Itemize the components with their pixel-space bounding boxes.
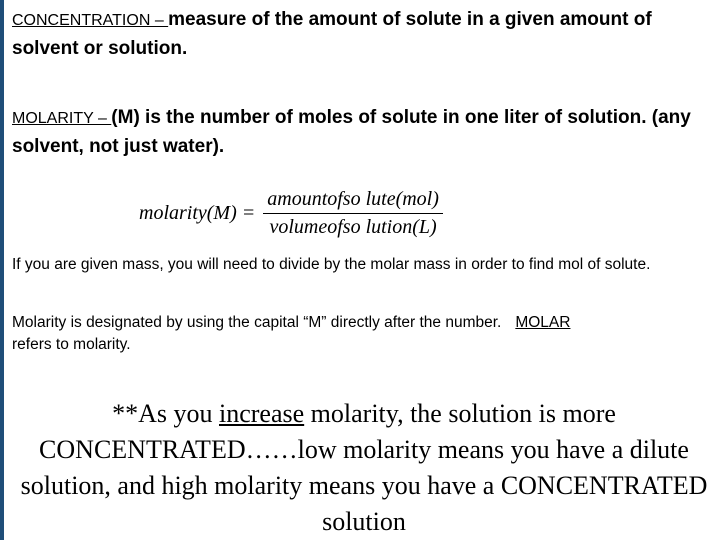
formula-lhs: molarity(M) = [139,201,256,224]
molar-word: MOLAR [515,314,571,331]
molar-refers-text: refers to molarity. [12,336,131,353]
emphasis-statement [14,396,714,540]
emphasis-prefix: **As you [112,399,219,428]
designation-text: Molarity is designated by using the capital “M” directly after the number. [12,314,502,331]
mass-note: If you are given mass, you will need to divide by the molar mass in order to find mol of solute. [12,256,651,273]
emphasis-underlined: increase [219,399,305,428]
molarity-definition-text: (M) is the number of moles of solute in one liter of solution. (any solvent, not just water). [12,107,691,157]
molarity-formula [139,182,443,244]
designation-note [12,312,712,356]
concentration-definition-text: measure of the amount of solute in a given amount of solvent or solution. [12,9,652,59]
concentration-term: CONCENTRATION – [12,12,169,29]
molarity-definition [12,104,720,161]
formula-fraction [263,188,443,239]
emphasis-rest: molarity, the solution is more CONCENTRATED……low molarity means you have a dilute solution, and high molarity means you have a CONCENTRATED solution [20,399,708,536]
formula-numerator: amountofso lute(mol) [263,188,443,214]
molarity-term: MOLARITY – [12,110,112,127]
concentration-definition [12,6,712,63]
formula-denominator: volumeofso lution(L) [269,215,437,238]
